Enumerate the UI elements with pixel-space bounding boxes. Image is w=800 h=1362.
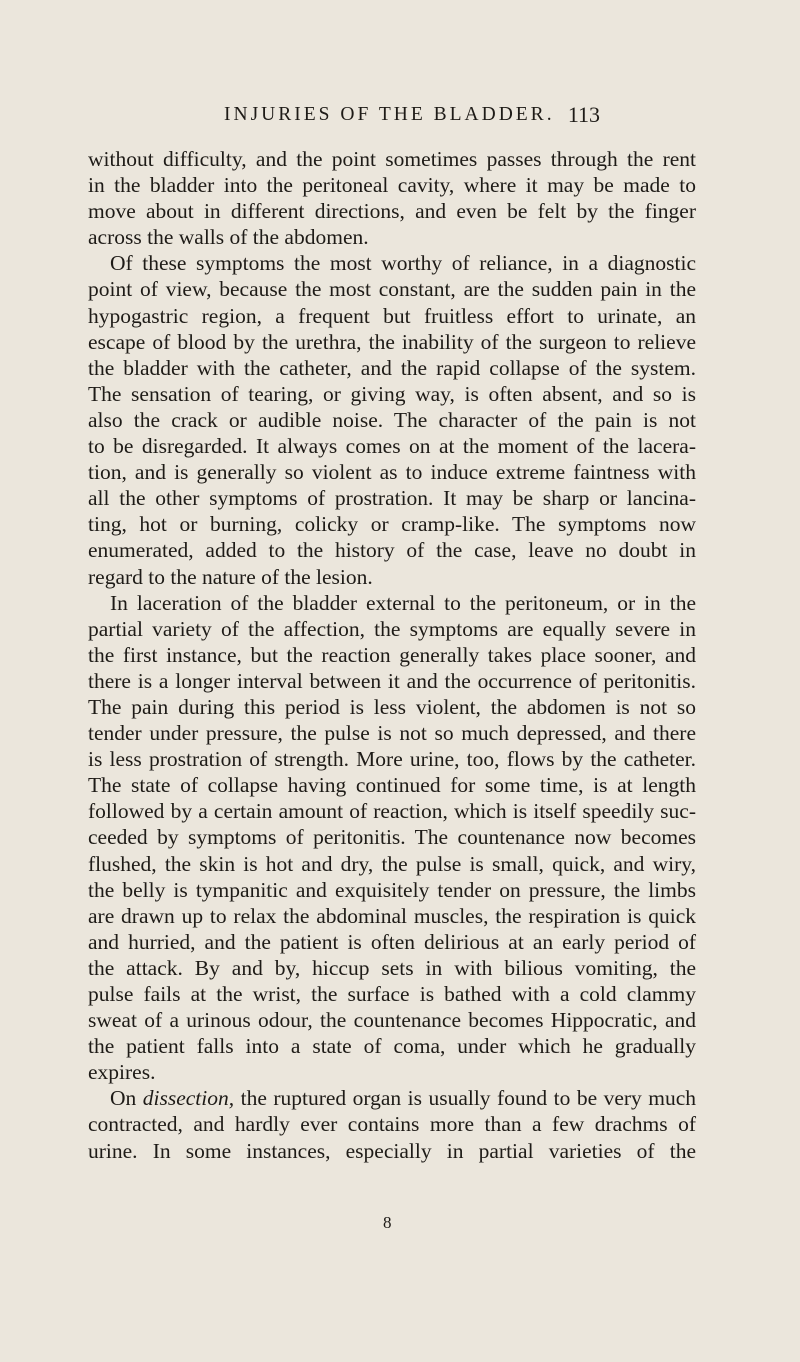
text-line: contracted, and hardly ever contains more than a few drachms of <box>88 1112 696 1137</box>
text-line: enumerated, added to the history of the case, leave no doubt in <box>88 538 696 563</box>
text-line: hypogastric region, a frequent but fruitless effort to urinate, an <box>88 303 696 328</box>
text-line: across the walls of the abdomen. <box>88 225 369 250</box>
text-line: there is a longer interval between it and the occurrence of peritonitis. <box>88 668 696 693</box>
text-line: without difficulty, and the point sometimes passes through the rent <box>88 147 696 171</box>
text-line: The sensation of tearing, or giving way, is often absent, and so is <box>88 381 696 406</box>
text-line: are drawn up to relax the abdominal muscles, the respiration is quick <box>88 903 696 928</box>
text-line: the patient falls into a state of coma, under which he gradually <box>88 1034 696 1059</box>
text-line: tender under pressure, the pulse is not so much depressed, and there <box>88 721 696 746</box>
text-line: partial variety of the affection, the symptoms are equally severe in <box>88 616 696 641</box>
text-line: followed by a certain amount of reaction, which is itself speedily suc- <box>88 799 696 824</box>
text-line: and hurried, and the patient is often delirious at an early period of <box>88 929 696 954</box>
text-line: expires. <box>88 1060 156 1085</box>
signature-mark: 8 <box>383 1213 392 1232</box>
body-text <box>88 146 696 1164</box>
text-line: ceeded by symptoms of peritonitis. The countenance now becomes <box>88 825 696 850</box>
text-line: sweat of a urinous odour, the countenance becomes Hippocratic, and <box>88 1008 696 1033</box>
text-line: tion, and is generally so violent as to induce extreme faintness with <box>88 460 696 485</box>
text-line: the attack. By and by, hiccup sets in with bilious vomiting, the <box>88 955 696 980</box>
text-line: The state of collapse having continued for some time, is at length <box>88 773 696 798</box>
text-line: all the other symptoms of prostration. It may be sharp or lancina- <box>88 486 696 511</box>
text-fragment: the ruptured organ is usually found to be very much <box>240 1086 697 1111</box>
text-line: in the bladder into the peritoneal cavity, where it may be made to <box>88 173 696 198</box>
text-line: regard to the nature of the lesion. <box>88 564 373 589</box>
text-line: the belly is tympanitic and exquisitely tender on pressure, the limbs <box>88 877 696 902</box>
text-line: flushed, the skin is hot and dry, the pulse is small, quick, and wiry, <box>88 851 696 876</box>
text-line: move about in different directions, and even be felt by the finger <box>88 199 696 224</box>
text-line: The pain during this period is less violent, the abdomen is not so <box>88 694 696 719</box>
page-number: 113 <box>567 102 600 127</box>
text-word: On <box>110 1086 137 1111</box>
running-title: INJURIES OF THE BLADDER. <box>224 104 555 125</box>
text-line: Of these symptoms the most worthy of reliance, in a diagnostic <box>110 251 696 276</box>
text-line: In laceration of the bladder external to the peritoneum, or in the <box>110 590 696 615</box>
italic-term: dissection, <box>142 1086 235 1111</box>
text-line: the first instance, but the reaction generally takes place sooner, and <box>88 642 696 667</box>
text-line: the bladder with the catheter, and the rapid collapse of the system. <box>88 355 696 380</box>
text-line: to be disregarded. It always comes on at the moment of the lacera- <box>88 434 696 459</box>
page-header <box>200 92 600 132</box>
text-line: pulse fails at the wrist, the surface is bathed with a cold clammy <box>88 982 696 1006</box>
text-line: is less prostration of strength. More urine, too, flows by the catheter. <box>88 747 696 772</box>
text-line: also the crack or audible noise. The character of the pain is not <box>88 407 696 432</box>
text-line: urine. In some instances, especially in partial varieties of the <box>88 1138 696 1163</box>
text-line: escape of blood by the urethra, the inability of the surgeon to relieve <box>88 329 696 354</box>
text-line: ting, hot or burning, colicky or cramp-like. The symptoms now <box>88 512 696 537</box>
text-line: point of view, because the most constant, are the sudden pain in the <box>88 277 696 302</box>
text-line <box>88 1085 696 1111</box>
